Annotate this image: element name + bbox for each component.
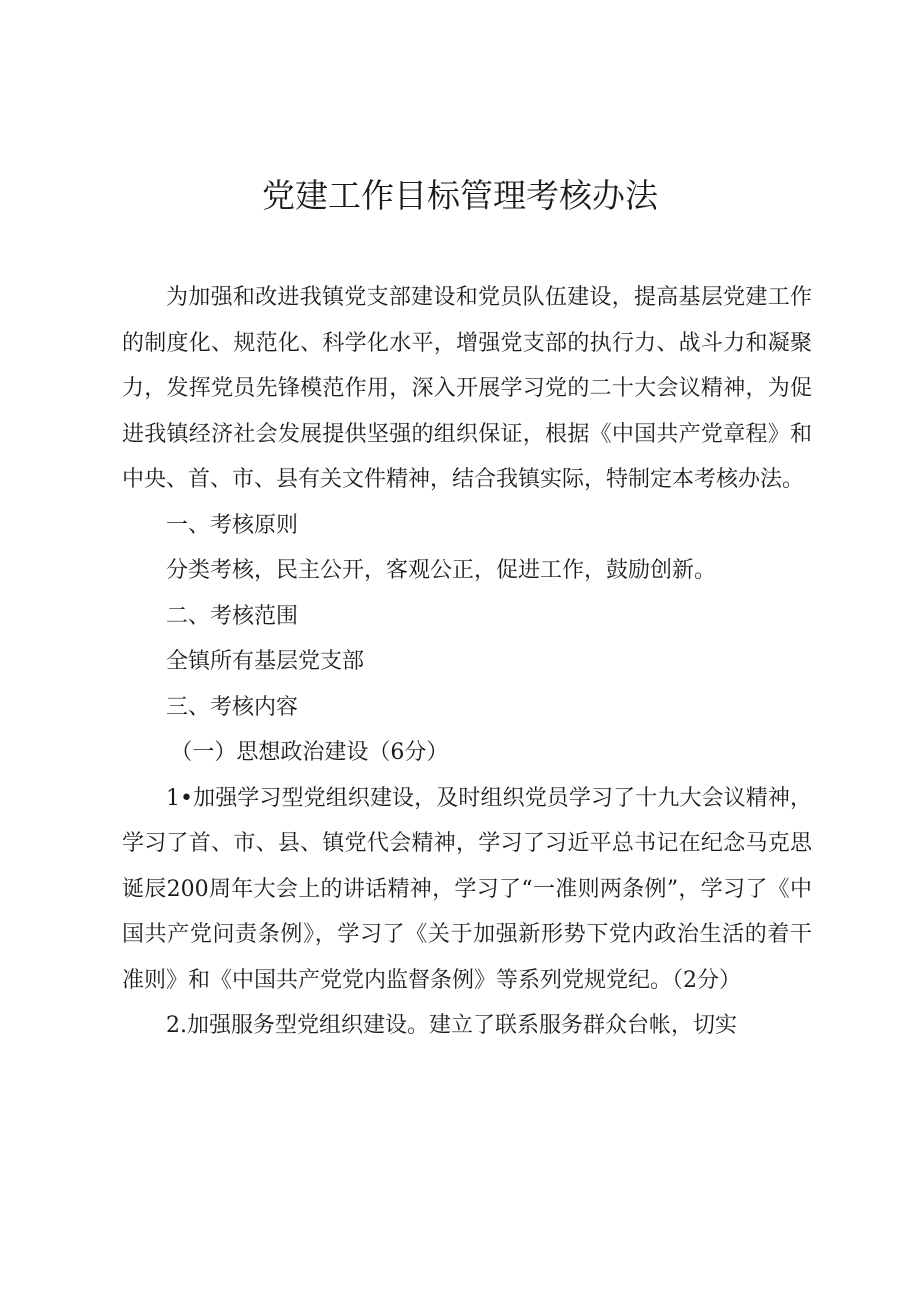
subsection-ideological-political: （一）思想政治建设（6分） <box>170 740 449 765</box>
document-title: 党建工作目标管理考核办法 <box>262 176 658 215</box>
intro-paragraph: 为加强和改进我镇党支部建设和党员队伍建设，提高基层党建工作的制度化、规范化、科学化水平，增强党支部的执行力、战斗力和凝聚力，发挥党员先锋模范作用，深入开展学习党的二十大会议精神，为促进我镇经济社会发展提供坚强的组织保证，根据《中国共产党章程》和中央、首、市、县有关文件精神，结合我镇实际，特制定本考核办法。 <box>122 285 812 492</box>
section-heading-content: 三、考核内容 <box>166 694 299 720</box>
section-content-principles: 分类考核，民主公开，客观公正，促进工作，鼓励创新。 <box>166 558 717 583</box>
document-body <box>122 275 812 1049</box>
section-heading-scope: 二、考核范围 <box>166 603 299 629</box>
section-content-scope: 全镇所有基层党支部 <box>166 649 365 674</box>
section-heading-principles: 一、考核原则 <box>166 512 299 538</box>
item-learning-organization: 1•加强学习型党组织建设，及时组织党员学习了十九大会议精神，学习了首、市、县、镇党代会精神，学习了习近平总书记在纪念马克思诞辰200周年大会上的讲话精神，学习了“一准则两条例”，学习了《中国共产党问责条例》，学习了《关于加强新形势下党内政治生活的着干准则》和《中国共产党党内监督条例》等系列党规党纪。（2分） <box>122 785 812 993</box>
item-service-organization: 2.加强服务型党组织建设。建立了联系服务群众台帐，切实 <box>166 1013 737 1038</box>
